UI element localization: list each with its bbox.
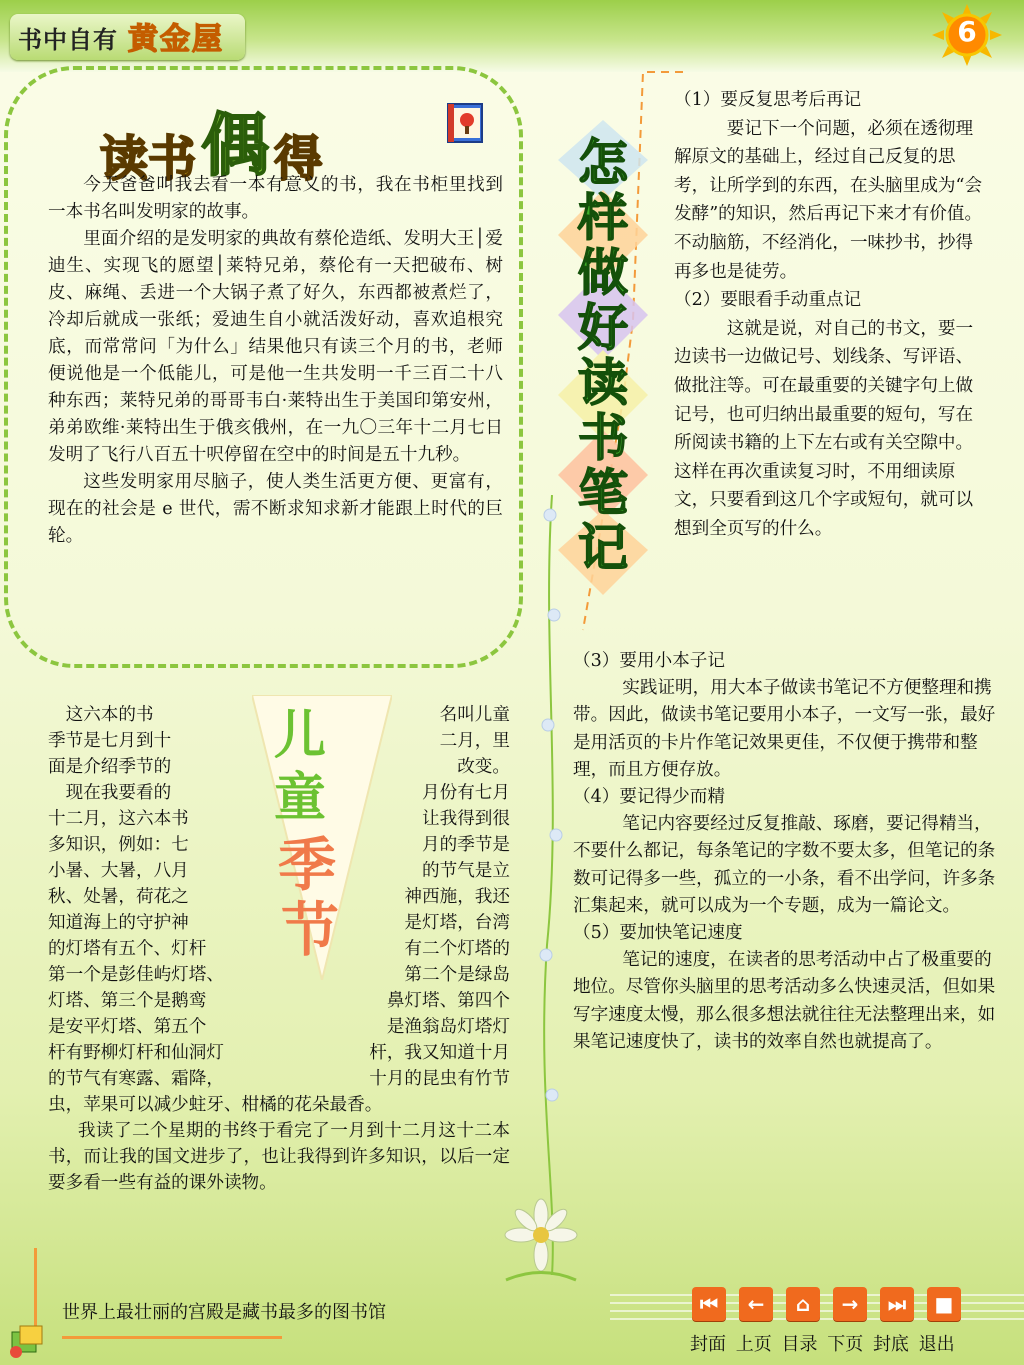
wrapped-row-right: 是灯塔，台湾 <box>404 913 510 933</box>
section3-tail: 虫，苹果可以减少蛀牙、柑橘的花朵最香。 <box>48 1095 383 1115</box>
wrapped-row <box>48 910 510 936</box>
tip-heading: （3）要用小本子记 <box>573 651 725 671</box>
title-part-2: 偶 <box>201 107 270 186</box>
wrapped-row-right: 名叫儿童 <box>439 705 510 725</box>
flower-vine-decoration <box>532 495 572 1275</box>
home-icon[interactable]: ⌂ <box>786 1287 820 1321</box>
vt-char: 季 <box>277 831 337 899</box>
wrapped-row-left: 秋、处暑，荷花之 <box>48 887 189 907</box>
tip-heading: （4）要记得少而精 <box>573 787 725 808</box>
wrapped-row-left: 的节气有寒露、霜降， <box>48 1069 224 1089</box>
tip-text: 要记下一个问题，必须在透彻理解原文的基础上，经过自己反复的思考，让所学到的东西，在头脑里成为“会发酵”的知识，然后再记下来才有价值。不动脑筋，不经消化，一味抄书，抄得再多也是徒劳。 <box>674 118 983 282</box>
section1-paragraph: 今天爸爸叫我去看一本有意义的书，我在书柜里找到一本书名叫发明家的故事。 <box>48 175 503 222</box>
footer-rule <box>62 1336 282 1339</box>
tip-text: 这就是说，对自己的书文，要一边读书一边做记号、划线条、写评语、做批注等。可在最重要的关键字句上做记号，也可归纳出最重要的短句，写在所阅读书籍的上下左右或有关空隙中。这样在再次重读复习时，不用细读原文，只要看到这几个字或短句，就可以想到全页写的什么。 <box>674 318 974 539</box>
wrapped-row <box>48 754 510 780</box>
wrapped-row-left: 现在我要看的 <box>48 783 172 803</box>
wrapped-row <box>48 780 510 806</box>
tip-text: 笔记内容要经过反复推敲、琢磨，要记得精当，不要什么都记，每条笔记的字数不要太多，但笔记的条数可记得多一些，孤立的一小条，看不出学问，许多条汇集起来，就可以成为一个专题，成为一篇论文。 <box>573 814 996 916</box>
navigation-bar <box>692 1287 974 1321</box>
section1-title <box>100 92 323 187</box>
wrapped-row <box>48 962 510 988</box>
nav-next-link[interactable]: 下页 <box>827 1334 864 1355</box>
section2-body <box>674 86 989 544</box>
tip-heading: （5）要加快笔记速度 <box>573 923 743 944</box>
wrapped-row-right: 神西施，我还 <box>404 887 510 907</box>
wrapped-row-left: 十二月，这六本书 <box>48 809 189 829</box>
wrapped-row <box>48 988 510 1014</box>
wrapped-row <box>48 858 510 884</box>
vt-char: 读 <box>578 354 628 412</box>
wrapped-row-right: 让我得到很 <box>422 809 510 829</box>
footer-slogan: 世界上最壮丽的宫殿是藏书最多的图书馆 <box>62 1302 386 1323</box>
vt-char: 儿 <box>273 706 327 766</box>
edelweiss-flower-icon <box>496 1195 586 1285</box>
wrapped-row-right: 二月，里 <box>439 731 510 751</box>
wrapped-row <box>48 1066 510 1092</box>
book-icon <box>444 100 490 146</box>
wrapped-row-left: 小暑、大暑，八月 <box>48 861 189 881</box>
wrapped-row-left: 的灯塔有五个、灯杆 <box>48 939 207 959</box>
wrapped-row <box>48 1040 510 1066</box>
page-number: 6 <box>957 15 977 48</box>
tip-heading: （1）要反复思考后再记 <box>674 90 862 110</box>
wrapped-row <box>48 806 510 832</box>
wrapped-row-right: 十月的昆虫有竹节 <box>369 1069 510 1089</box>
tip-heading: （2）要眼看手动重点记 <box>674 290 862 311</box>
vt-char: 书 <box>578 409 628 467</box>
wrapped-row-right: 改变。 <box>457 757 510 777</box>
section3-wrapped-rows <box>48 702 510 1092</box>
wrapped-row-left: 多知识，例如：七 <box>48 835 189 855</box>
brand-small-text: 书中自有 <box>18 26 118 54</box>
wrapped-row-left: 季节是七月到十 <box>48 731 172 751</box>
wrapped-row-left: 是安平灯塔、第五个 <box>48 1017 207 1037</box>
navigation-labels <box>690 1330 959 1356</box>
first-page-icon[interactable]: ⏮ <box>692 1287 726 1321</box>
wrapped-row <box>48 832 510 858</box>
section1-paragraph: 这些发明家用尽脑子，使人类生活更方便、更富有，现在的社会是 e 世代，需不断求知求新才能跟上时代的巨轮。 <box>48 472 503 546</box>
paint-tools-icon <box>6 1322 48 1360</box>
nav-toc-link[interactable]: 目录 <box>781 1334 818 1355</box>
title-part-3: 得 <box>274 131 323 187</box>
wrapped-row-left: 第一个是彭佳屿灯塔、 <box>48 965 224 985</box>
nav-prev-link[interactable]: 上页 <box>735 1334 772 1355</box>
section2-continued-body <box>573 648 1003 1056</box>
tip-text: 实践证明，用大本子做读书笔记不方便整理和携带。因此，做读书笔记要用小本子，一文写一张，最好是用活页的卡片作笔记效果更佳，不仅便于携带和整理，而且方便存放。 <box>573 678 996 780</box>
wrapped-row-left: 这六本的书 <box>48 705 154 725</box>
wrapped-row-right: 第二个是绿岛 <box>404 965 510 985</box>
last-page-icon[interactable]: ⏭ <box>880 1287 914 1321</box>
wrapped-row <box>48 936 510 962</box>
vt-char: 童 <box>273 768 327 828</box>
title-part-1: 读书 <box>100 131 197 187</box>
next-arrow-icon[interactable]: → <box>833 1287 867 1321</box>
wrapped-row <box>48 884 510 910</box>
wrapped-row-right: 的节气是立 <box>422 861 510 881</box>
wrapped-row-right: 是渔翁岛灯塔灯 <box>386 1017 510 1037</box>
stop-icon[interactable]: ■ <box>927 1287 961 1321</box>
wrapped-row-right: 月份有七月 <box>422 783 510 803</box>
section1-paragraph: 里面介绍的是发明家的典故有蔡伦造纸、发明大王│爱迪生、实现飞的愿望│莱特兄弟，蔡伦有一天把破布、树皮、麻绳、丢进一个大锅子煮了好久，东西都被煮烂了，冷却后就成一张纸；爱迪生自小就活泼好动，喜欢追根究底，而常常问「为什么」结果他只有读三个月的书，老师便说他是一个低能儿，可是他一生共发明一千三百二十八种东西；莱特兄弟的哥哥韦白·莱特出生于美国印第安州，弟弟欧维·莱特出生于俄亥俄州，在一九〇三年十二月七日发明了飞行八百五十呎停留在空中的时间是五十九秒。 <box>48 229 503 465</box>
vt-char: 怎 <box>578 134 628 192</box>
vt-char: 节 <box>280 896 340 964</box>
vt-char: 好 <box>578 299 628 357</box>
wrapped-row-right: 鼻灯塔、第四个 <box>386 991 510 1011</box>
section3-last-paragraph: 我读了二个星期的书终于看完了一月到十二月这十二本书，而让我的国文进步了，也让我得到许多知识，以后一定要多看一些有益的课外读物。 <box>48 1121 510 1193</box>
wrapped-row-right: 杆，我又知道十月 <box>369 1043 510 1063</box>
wrapped-row-right: 有二个灯塔的 <box>404 939 510 959</box>
wrapped-row-right: 月的季节是 <box>422 835 510 855</box>
section3-body <box>48 702 510 1196</box>
vt-char: 笔 <box>578 464 628 522</box>
wrapped-row-left: 知道海上的守护神 <box>48 913 189 933</box>
prev-arrow-icon[interactable]: ← <box>739 1287 773 1321</box>
wrapped-row <box>48 702 510 728</box>
wrapped-row-left: 灯塔、第三个是鹅鸾 <box>48 991 207 1011</box>
tip-text: 笔记的速度，在读者的思考活动中占了极重要的地位。尽管你头脑里的思考活动多么快速灵活，但如果写字速度太慢，那么很多想法就往往无法整理出来，如果笔记速度快了，读书的效率自然也就提高了。 <box>573 950 996 1052</box>
nav-back-cover-link[interactable]: 封底 <box>872 1334 909 1355</box>
wrapped-row-left: 面是介绍季节的 <box>48 757 172 777</box>
section1-body <box>48 172 503 550</box>
vt-char: 样 <box>578 189 628 247</box>
wrapped-row <box>48 1014 510 1040</box>
wrapped-row-left: 杆有野柳灯杆和仙洞灯 <box>48 1043 224 1063</box>
vt-char: 记 <box>578 519 628 577</box>
nav-exit-link[interactable]: 退出 <box>918 1334 955 1355</box>
nav-cover-link[interactable]: 封面 <box>690 1334 726 1355</box>
wrapped-row <box>48 728 510 754</box>
brand-big-text: 黄金屋 <box>128 22 224 57</box>
vt-char: 做 <box>578 244 628 302</box>
